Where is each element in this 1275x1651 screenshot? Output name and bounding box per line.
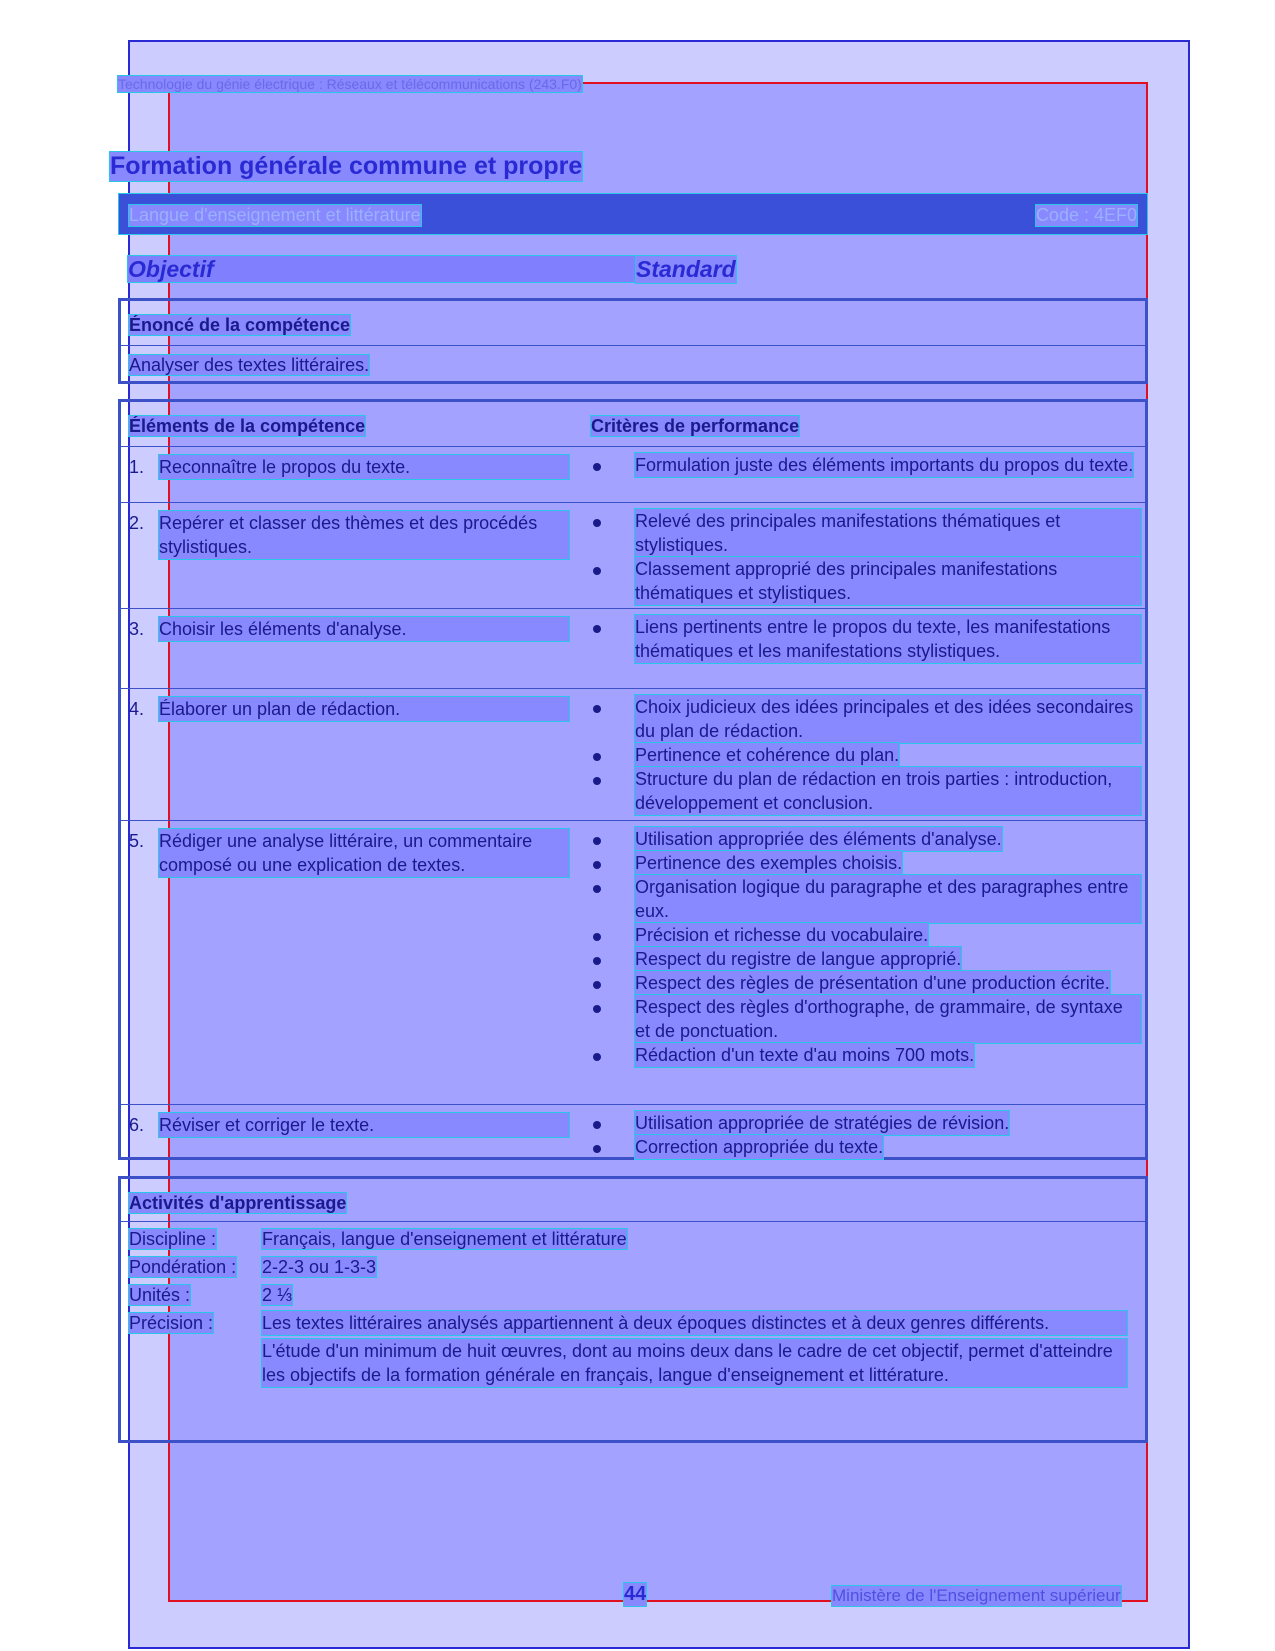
criterion: Utilisation appropriée des éléments d'analyse.	[591, 827, 1141, 851]
criterion: Utilisation appropriée de stratégies de révision.	[591, 1111, 1141, 1135]
ponderation-value: 2-2-3 ou 1-3-3	[262, 1257, 377, 1277]
running-header: Technologie du génie électrique : Réseaux et télécommunications (243.F0)	[118, 76, 582, 92]
element-row	[121, 446, 1145, 502]
element-text: Repérer et classer des thèmes et des procédés stylistiques.	[159, 511, 569, 559]
bullet-icon	[593, 1145, 601, 1153]
bullet-icon	[593, 1053, 601, 1061]
criterion: Précision et richesse du vocabulaire.	[591, 923, 1141, 947]
bullet-icon	[593, 957, 601, 965]
unites-label: Unités :	[129, 1285, 191, 1305]
element-row	[121, 688, 1145, 820]
criteria-col-header: Critères de performance	[591, 416, 800, 436]
bullet-icon	[593, 705, 601, 713]
bullet-icon	[593, 933, 601, 941]
page-number: 44	[624, 1583, 647, 1605]
criterion: Pertinence et cohérence du plan.	[591, 743, 1141, 767]
elements-header	[121, 402, 1145, 446]
element-number: 5.	[129, 831, 145, 851]
criterion: Respect des règles d'orthographe, de grammaire, de syntaxe et de ponctuation.	[591, 995, 1141, 1043]
criterion: Correction appropriée du texte.	[591, 1135, 1141, 1159]
criterion: Choix judicieux des idées principales et des idées secondaires du plan de rédaction.	[591, 695, 1141, 743]
element-text: Réviser et corriger le texte.	[159, 1113, 569, 1137]
criterion: Relevé des principales manifestations thématiques et stylistiques.	[591, 509, 1141, 557]
activities-box	[118, 1176, 1148, 1443]
unites-value: 2 ⅓	[262, 1285, 293, 1305]
element-number: 1.	[129, 457, 145, 477]
footer-ministry: Ministère de l'Enseignement supérieur	[832, 1586, 1121, 1605]
bullet-icon	[593, 777, 601, 785]
ponderation-label: Pondération :	[129, 1257, 237, 1277]
bullet-icon	[593, 861, 601, 869]
criterion: Respect du registre de langue approprié.	[591, 947, 1141, 971]
bullet-icon	[593, 885, 601, 893]
objective-label: Objectif	[128, 256, 636, 282]
elements-col-header: Éléments de la compétence	[129, 416, 366, 436]
section-title: Formation générale commune et propre	[110, 152, 583, 180]
discipline-value: Français, langue d'enseignement et littérature	[262, 1229, 627, 1249]
bullet-icon	[593, 1121, 601, 1129]
bullet-icon	[593, 463, 601, 471]
standard-label: Standard	[636, 256, 736, 282]
course-band	[118, 193, 1148, 235]
bullet-icon	[593, 1005, 601, 1013]
precision-text-2: L'étude d'un minimum de huit œuvres, dont au moins deux dans le cadre de cet objectif, permet d'atteindre les objectifs de la formation générale en français, langue d'enseignement et littérature.	[262, 1339, 1127, 1387]
criterion: Liens pertinents entre le propos du texte, les manifestations thématiques et les manifestations stylistiques.	[591, 615, 1141, 663]
bullet-icon	[593, 837, 601, 845]
bullet-icon	[593, 981, 601, 989]
competence-heading: Énoncé de la compétence	[129, 315, 351, 335]
precision-label: Précision :	[129, 1313, 214, 1333]
element-number: 3.	[129, 619, 145, 639]
competence-text: Analyser des textes littéraires.	[129, 355, 370, 375]
element-row	[121, 502, 1145, 608]
element-text: Élaborer un plan de rédaction.	[159, 697, 569, 721]
element-text: Choisir les éléments d'analyse.	[159, 617, 569, 641]
bullet-icon	[593, 519, 601, 527]
criterion: Structure du plan de rédaction en trois parties : introduction, développement et conclusion.	[591, 767, 1141, 815]
precision-text-1: Les textes littéraires analysés appartiennent à deux époques distinctes et à deux genres différents.	[262, 1311, 1127, 1335]
element-row	[121, 1104, 1145, 1163]
bullet-icon	[593, 753, 601, 761]
criterion: Rédaction d'un texte d'au moins 700 mots.	[591, 1043, 1141, 1067]
bullet-icon	[593, 567, 601, 575]
element-text: Rédiger une analyse littéraire, un commentaire composé ou une explication de textes.	[159, 829, 569, 877]
activities-heading: Activités d'apprentissage	[129, 1193, 347, 1213]
element-row	[121, 608, 1145, 688]
elements-box	[118, 399, 1148, 1160]
band-left: Langue d'enseignement et littérature	[129, 205, 421, 225]
element-number: 4.	[129, 699, 145, 719]
criterion: Formulation juste des éléments importants du propos du texte.	[591, 453, 1141, 477]
element-row	[121, 820, 1145, 1104]
element-number: 6.	[129, 1115, 145, 1135]
bullet-icon	[593, 625, 601, 633]
competence-box	[118, 298, 1148, 384]
criterion: Organisation logique du paragraphe et des paragraphes entre eux.	[591, 875, 1141, 923]
band-code: Code : 4EF0	[1035, 205, 1137, 225]
criterion: Respect des règles de présentation d'une production écrite.	[591, 971, 1141, 995]
element-text: Reconnaître le propos du texte.	[159, 455, 569, 479]
discipline-label: Discipline :	[129, 1229, 217, 1249]
criterion: Pertinence des exemples choisis.	[591, 851, 1141, 875]
criterion: Classement approprié des principales manifestations thématiques et stylistiques.	[591, 557, 1141, 605]
element-number: 2.	[129, 513, 145, 533]
